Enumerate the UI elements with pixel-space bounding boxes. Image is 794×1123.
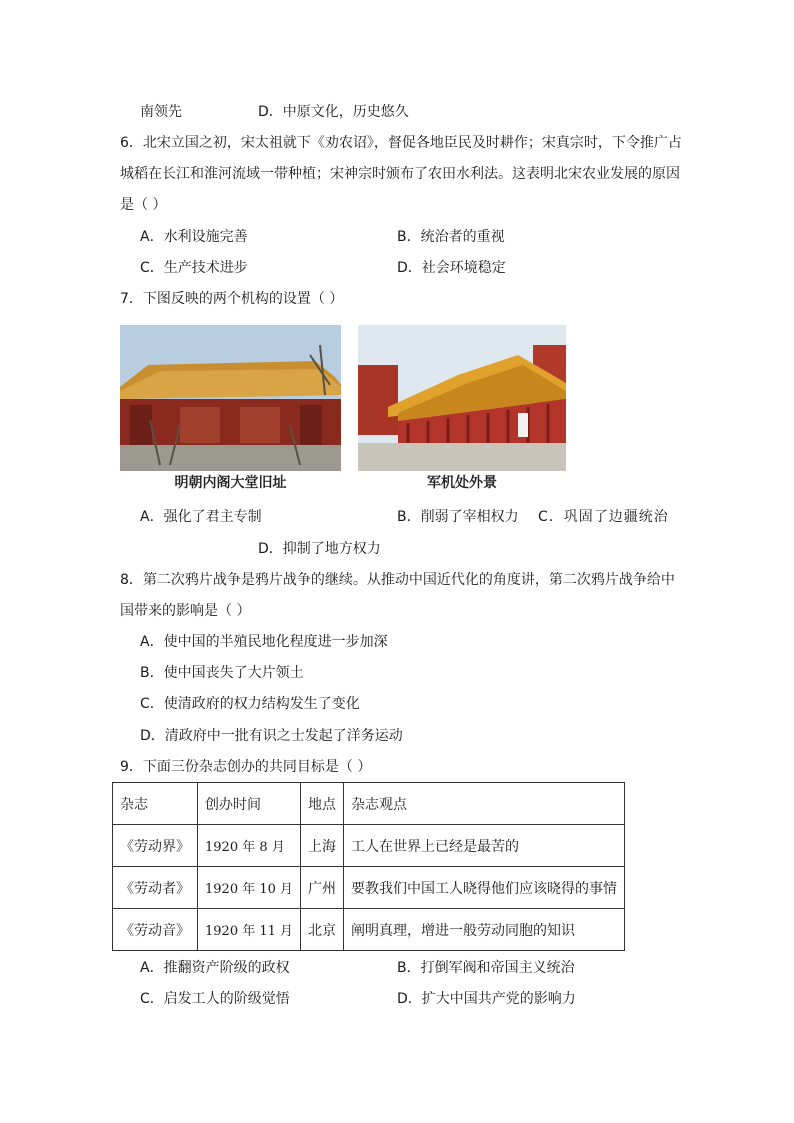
table-header-row bbox=[113, 783, 625, 825]
table-row bbox=[113, 909, 625, 951]
q8-option-d: D．清政府中一批有识之士发起了洋务运动 bbox=[140, 728, 403, 744]
table-row bbox=[113, 867, 625, 909]
q8-option-a: A．使中国的半殖民地化程度进一步加深 bbox=[140, 634, 388, 650]
q9-option-c: C．启发工人的阶级觉悟 bbox=[140, 991, 290, 1007]
q9-magazine-table bbox=[112, 782, 625, 951]
q5-continuation: 南领先 bbox=[140, 104, 182, 120]
grand-council-photo bbox=[358, 325, 566, 471]
table-cell: 1920 年 11 月 bbox=[198, 909, 301, 951]
q7-stem: 7．下图反映的两个机构的设置（ ） bbox=[120, 291, 344, 307]
table-cell: 《劳动音》 bbox=[113, 909, 198, 951]
table-cell: 要教我们中国工人晓得他们应该晓得的事情 bbox=[344, 867, 625, 909]
q6-option-a: A．水利设施完善 bbox=[140, 229, 248, 245]
table-cell: 《劳动者》 bbox=[113, 867, 198, 909]
ming-grand-secretariat-photo bbox=[120, 325, 341, 471]
q6-stem-line-1: 6．北宋立国之初，宋太祖就下《劝农诏》，督促各地臣民及时耕作；宋真宗时，下令推广占 bbox=[120, 135, 682, 151]
q7-option-c: C．巩固了边疆统治 bbox=[538, 509, 669, 525]
table-header-cell: 杂志 bbox=[113, 783, 198, 825]
q6-option-d: D．社会环境稳定 bbox=[397, 260, 506, 276]
q5-option-d: D．中原文化，历史悠久 bbox=[258, 104, 409, 120]
photo-caption-grand-council: 军机处外景 bbox=[427, 475, 497, 491]
q8-option-c: C．使清政府的权力结构发生了变化 bbox=[140, 696, 360, 712]
table-cell: 1920 年 10 月 bbox=[198, 867, 301, 909]
table-cell: 广州 bbox=[301, 867, 344, 909]
table-cell: 工人在世界上已经是最苦的 bbox=[344, 825, 625, 867]
q6-option-c: C．生产技术进步 bbox=[140, 260, 248, 276]
table-cell: 北京 bbox=[301, 909, 344, 951]
q9-stem: 9．下面三份杂志创办的共同目标是（ ） bbox=[120, 759, 372, 775]
q6-stem-line-3: 是（ ） bbox=[120, 197, 167, 213]
q6-stem-line-2: 城稻在长江和淮河流域一带种植；宋神宗时颁布了农田水利法。这表明北宋农业发展的原因 bbox=[120, 166, 680, 182]
photo-caption-ming: 明朝内阁大堂旧址 bbox=[174, 475, 287, 491]
q9-option-a: A．推翻资产阶级的政权 bbox=[140, 960, 290, 976]
table-header-cell: 地点 bbox=[301, 783, 344, 825]
q8-stem-line-1: 8．第二次鸦片战争是鸦片战争的继续。从推动中国近代化的角度讲，第二次鸦片战争给中 bbox=[120, 572, 675, 588]
q9-option-b: B．打倒军阀和帝国主义统治 bbox=[397, 960, 575, 976]
table-header-cell: 杂志观点 bbox=[344, 783, 625, 825]
q6-option-b: B．统治者的重视 bbox=[397, 229, 505, 245]
q8-option-b: B．使中国丧失了大片领土 bbox=[140, 665, 304, 681]
q7-option-d: D．抑制了地方权力 bbox=[258, 541, 381, 557]
q8-stem-line-2: 国带来的影响是（ ） bbox=[120, 603, 251, 619]
table-cell: 阐明真理，增进一般劳动同胞的知识 bbox=[344, 909, 625, 951]
q9-option-d: D．扩大中国共产党的影响力 bbox=[397, 991, 576, 1007]
table-cell: 1920 年 8 月 bbox=[198, 825, 301, 867]
table-header-cell: 创办时间 bbox=[198, 783, 301, 825]
q7-option-a: A．强化了君主专制 bbox=[140, 509, 262, 525]
q7-option-b: B．削弱了宰相权力 bbox=[397, 509, 519, 525]
table-row bbox=[113, 825, 625, 867]
table-cell: 《劳动界》 bbox=[113, 825, 198, 867]
table-cell: 上海 bbox=[301, 825, 344, 867]
